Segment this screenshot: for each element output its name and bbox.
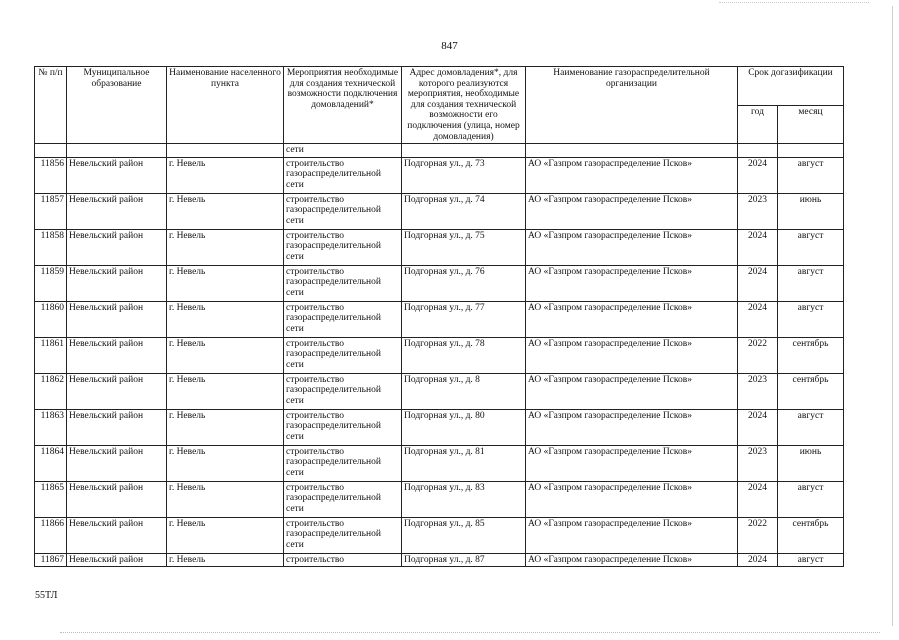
cell-measure: строительство газораспределительной сети: [284, 517, 402, 553]
table-row: [35, 481, 844, 517]
gasification-table: [34, 66, 844, 567]
table-row: [35, 229, 844, 265]
cell-settlement: г. Невель: [167, 481, 284, 517]
cell-org: АО «Газпром газораспределение Псков»: [526, 229, 738, 265]
cell-num: 11867: [35, 553, 67, 567]
cell-settlement: г. Невель: [167, 265, 284, 301]
header-num: № п/п: [35, 67, 67, 144]
cell-org: АО «Газпром газораспределение Псков»: [526, 265, 738, 301]
header-month: месяц: [778, 105, 844, 144]
cell-num: 11866: [35, 517, 67, 553]
header-measures: Мероприятия необходимые для создания технической возможности подключения домовладений*: [284, 67, 402, 144]
cell-measure: строительство газораспределительной сети: [284, 337, 402, 373]
cell-month: август: [778, 265, 844, 301]
cell-year: 2024: [738, 409, 778, 445]
cell-measure: строительство газораспределительной сети: [284, 157, 402, 193]
cell-num: 11864: [35, 445, 67, 481]
cell-org: АО «Газпром газораспределение Псков»: [526, 373, 738, 409]
cell-settlement: г. Невель: [167, 229, 284, 265]
cell-settlement: г. Невель: [167, 445, 284, 481]
cell-org: АО «Газпром газораспределение Псков»: [526, 409, 738, 445]
cell-month: август: [778, 481, 844, 517]
header-settlement: Наименование населенного пункта: [167, 67, 284, 144]
cell-num: 11861: [35, 337, 67, 373]
cell-municipality: Невельский район: [67, 265, 167, 301]
cell-num: 11865: [35, 481, 67, 517]
cell-settlement: г. Невель: [167, 517, 284, 553]
cell-month: август: [778, 157, 844, 193]
cell-org: АО «Газпром газораспределение Псков»: [526, 193, 738, 229]
cell-month: июнь: [778, 193, 844, 229]
cell-address: Подгорная ул., д. 80: [402, 409, 526, 445]
cell-settlement: г. Невель: [167, 301, 284, 337]
cell-measure: строительство газораспределительной сети: [284, 265, 402, 301]
cell-address: Подгорная ул., д. 8: [402, 373, 526, 409]
cell-year: 2024: [738, 157, 778, 193]
cell-measure: строительство газораспределительной сети: [284, 373, 402, 409]
cell-settlement: г. Невель: [167, 157, 284, 193]
cell-measure: строительство газораспределительной сети: [284, 409, 402, 445]
cell-address: Подгорная ул., д. 75: [402, 229, 526, 265]
cell-num: 11863: [35, 409, 67, 445]
table-row: [35, 265, 844, 301]
page-number: 847: [441, 40, 458, 52]
cell-measure: строительство газораспределительной сети: [284, 193, 402, 229]
cell-settlement: г. Невель: [167, 373, 284, 409]
cell-org: АО «Газпром газораспределение Псков»: [526, 337, 738, 373]
cell-address: Подгорная ул., д. 83: [402, 481, 526, 517]
cell-address: Подгорная ул., д. 78: [402, 337, 526, 373]
table-row: [35, 553, 844, 567]
table-row: [35, 337, 844, 373]
continuation-cell: сети: [284, 144, 402, 158]
cell-address: Подгорная ул., д. 76: [402, 265, 526, 301]
cell-measure: строительство газораспределительной сети: [284, 445, 402, 481]
cell-year: 2024: [738, 265, 778, 301]
cell-org: АО «Газпром газораспределение Псков»: [526, 481, 738, 517]
cell-measure: строительство газораспределительной сети: [284, 301, 402, 337]
cell-measure: строительство газораспределительной сети: [284, 229, 402, 265]
cell-month: июнь: [778, 445, 844, 481]
table-row: [35, 373, 844, 409]
cell-num: 11862: [35, 373, 67, 409]
cell-num: 11858: [35, 229, 67, 265]
cell-municipality: Невельский район: [67, 301, 167, 337]
cell-month: сентябрь: [778, 337, 844, 373]
cell-municipality: Невельский район: [67, 409, 167, 445]
table-row: [35, 409, 844, 445]
cell-municipality: Невельский район: [67, 373, 167, 409]
cell-settlement: г. Невель: [167, 337, 284, 373]
cell-municipality: Невельский район: [67, 229, 167, 265]
header-municipality: Муниципальное образование: [67, 67, 167, 144]
cell-org: АО «Газпром газораспределение Псков»: [526, 517, 738, 553]
cell-num: 11857: [35, 193, 67, 229]
cell-municipality: Невельский район: [67, 553, 167, 567]
cell-year: 2024: [738, 229, 778, 265]
cell-month: август: [778, 229, 844, 265]
cell-address: Подгорная ул., д. 87: [402, 553, 526, 567]
scan-artifact-bottom: [60, 632, 880, 634]
cell-year: 2024: [738, 301, 778, 337]
cell-address: Подгорная ул., д. 85: [402, 517, 526, 553]
cell-month: август: [778, 301, 844, 337]
cell-org: АО «Газпром газораспределение Псков»: [526, 553, 738, 567]
continuation-row: [35, 144, 844, 158]
cell-address: Подгорная ул., д. 74: [402, 193, 526, 229]
cell-month: август: [778, 553, 844, 567]
cell-settlement: г. Невель: [167, 409, 284, 445]
cell-num: 11860: [35, 301, 67, 337]
cell-year: 2022: [738, 517, 778, 553]
cell-month: август: [778, 409, 844, 445]
cell-address: Подгорная ул., д. 77: [402, 301, 526, 337]
cell-year: 2023: [738, 373, 778, 409]
cell-settlement: г. Невель: [167, 193, 284, 229]
cell-year: 2024: [738, 553, 778, 567]
cell-settlement: г. Невель: [167, 553, 284, 567]
cell-municipality: Невельский район: [67, 193, 167, 229]
cell-address: Подгорная ул., д. 81: [402, 445, 526, 481]
cell-municipality: Невельский район: [67, 481, 167, 517]
header-year: год: [738, 105, 778, 144]
cell-municipality: Невельский район: [67, 445, 167, 481]
scan-artifact-right: [892, 6, 893, 626]
footer-mark: 55ТЛ: [35, 590, 58, 601]
cell-org: АО «Газпром газораспределение Псков»: [526, 301, 738, 337]
header-org: Наименование газораспределительной организации: [526, 67, 738, 144]
cell-org: АО «Газпром газораспределение Псков»: [526, 445, 738, 481]
cell-num: 11859: [35, 265, 67, 301]
table-row: [35, 517, 844, 553]
cell-month: сентябрь: [778, 517, 844, 553]
header-deadline: Срок догазификации: [738, 67, 844, 106]
header-address: Адрес домовладения*, для которого реализуются мероприятия, необходимые для создания технической возможности его подключения (улица, номер домовладения): [402, 67, 526, 144]
cell-year: 2024: [738, 481, 778, 517]
cell-measure: строительство: [284, 553, 402, 567]
table-row: [35, 157, 844, 193]
cell-year: 2023: [738, 445, 778, 481]
scan-artifact-top: [719, 2, 869, 4]
cell-year: 2022: [738, 337, 778, 373]
cell-measure: строительство газораспределительной сети: [284, 481, 402, 517]
table-row: [35, 193, 844, 229]
table-row: [35, 301, 844, 337]
cell-month: сентябрь: [778, 373, 844, 409]
cell-address: Подгорная ул., д. 73: [402, 157, 526, 193]
cell-municipality: Невельский район: [67, 337, 167, 373]
cell-year: 2023: [738, 193, 778, 229]
cell-org: АО «Газпром газораспределение Псков»: [526, 157, 738, 193]
cell-municipality: Невельский район: [67, 157, 167, 193]
cell-municipality: Невельский район: [67, 517, 167, 553]
table-row: [35, 445, 844, 481]
cell-num: 11856: [35, 157, 67, 193]
